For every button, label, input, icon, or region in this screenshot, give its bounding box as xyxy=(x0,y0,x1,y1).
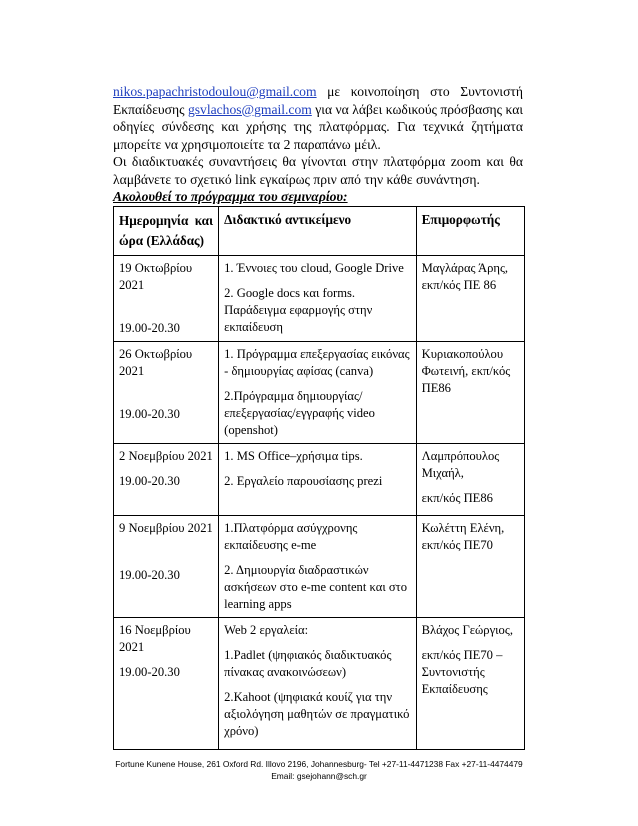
topic-item: 1.Πλατφόρμα ασύγχρονης εκπαίδευσης e-me xyxy=(224,521,358,552)
table-row xyxy=(114,618,525,750)
date-cell xyxy=(114,444,219,516)
trainer-name: Βλάχος Γεώργιος, xyxy=(421,623,513,637)
topic-item: 2.Kahoot (ψηφιακά κουίζ για την αξιολόγηση μαθητών σε πραγματικό χρόνο) xyxy=(224,690,410,738)
topic-cell xyxy=(219,342,416,444)
trainer-specialty: εκπ/κός ΠΕ86 xyxy=(421,491,493,505)
table-row xyxy=(114,516,525,618)
date: 16 Νοεμβρίου 2021 xyxy=(119,623,191,654)
page-footer xyxy=(0,758,638,782)
header-topic: Διδακτικό αντικείμενο xyxy=(219,207,416,256)
time: 19.00-20.30 xyxy=(119,568,180,582)
table-header-row xyxy=(114,207,525,256)
date-cell xyxy=(114,342,219,444)
program-title: Ακολουθεί το πρόγραμμα του σεμιναρίου: xyxy=(113,189,348,204)
header-date: Ημερομηνία και ώρα (Ελλάδας) xyxy=(114,207,219,256)
topic-item: 2. Google docs και forms. Παράδειγμα εφαρμογής στην εκπαίδευση xyxy=(224,286,373,334)
intro-text xyxy=(113,83,523,188)
trainer-cell xyxy=(416,618,524,750)
date: 19 Οκτωβρίου 2021 xyxy=(119,261,193,292)
date-cell xyxy=(114,516,219,618)
topic-item: 1. Πρόγραμμα επεξεργασίας εικόνας - δημιουργίας αφίσας (canva) xyxy=(224,347,410,378)
table-row xyxy=(114,342,525,444)
topic-item: 2. Δημιουργία διαδραστικών ασκήσεων στο e-me content και στο learning apps xyxy=(224,563,407,611)
trainer-cell: Μαγλάρας Άρης, εκπ/κός ΠΕ 86 xyxy=(416,256,524,342)
time: 19.00-20.30 xyxy=(119,407,180,421)
topic-cell xyxy=(219,256,416,342)
table-row xyxy=(114,256,525,342)
trainer-cell xyxy=(416,444,524,516)
topic-item: 1. MS Office–χρήσιμα tips. xyxy=(224,449,363,463)
seminar-schedule-table xyxy=(113,206,525,750)
email-link-papachristodoulou[interactable]: nikos.papachristodoulou@gmail.com xyxy=(113,84,317,99)
topic-item: 1. Έννοιες του cloud, Google Drive xyxy=(224,261,404,275)
topic-cell xyxy=(219,516,416,618)
date: 9 Νοεμβρίου 2021 xyxy=(119,521,213,535)
topic-cell xyxy=(219,618,416,750)
topic-heading: Web 2 εργαλεία: xyxy=(224,623,309,637)
time: 19.00-20.30 xyxy=(119,321,180,335)
topic-cell xyxy=(219,444,416,516)
trainer-specialty: εκπ/κός ΠΕ70 – Συντονιστής Εκπαίδευσης xyxy=(421,648,503,696)
date-cell xyxy=(114,256,219,342)
trainer-cell: Κυριακοπούλου Φωτεινή, εκπ/κός ΠΕ86 xyxy=(416,342,524,444)
footer-email: Email: gsejohann@sch.gr xyxy=(271,771,367,781)
email-link-gsvlachos[interactable]: gsvlachos@gmail.com xyxy=(187,101,312,117)
topic-item: 1.Padlet (ψηφιακός διαδικτυακός πίνακας ανακοινώσεων) xyxy=(224,648,392,679)
trainer-cell: Κωλέττη Ελένη, εκπ/κός ΠΕ70 xyxy=(416,516,524,618)
intro-text-part-2: για να λάβει κωδικούς πρόσβασης και οδηγίες σύνδεσης και χρήσης της πλατφόρμας. Για τεχνικά ζητήματα μπορείτε να χρησιμοποιείτε τα 2 παραπάνω μέιλ. xyxy=(113,101,523,152)
table-row xyxy=(114,444,525,516)
date: 2 Νοεμβρίου 2021 xyxy=(119,449,213,463)
date-cell xyxy=(114,618,219,750)
header-trainer: Επιμορφωτής xyxy=(416,207,524,256)
intro-paragraph-1 xyxy=(113,83,523,153)
topic-item: 2.Πρόγραμμα δημιουργίας/επεξεργασίας/εγγραφής video (openshot) xyxy=(224,389,375,437)
intro-text-part-1: με κοινοποίηση στο Συντονιστή Εκπαίδευσης xyxy=(113,84,523,117)
footer-address: Fortune Kunene House, 261 Oxford Rd. Illovo 2196, Johannesburg- Tel +27-11-4471238 Fax +27-11-4474479 xyxy=(115,759,523,769)
intro-paragraph-2: Οι διαδικτυακές συναντήσεις θα γίνονται στην πλατφόρμα zoom και θα λαμβάνετε το σχετικό link εγκαίρως πριν από την κάθε συνάντηση. xyxy=(113,154,523,187)
date: 26 Οκτωβρίου 2021 xyxy=(119,347,193,378)
topic-item: 2. Εργαλείο παρουσίασης prezi xyxy=(224,474,383,488)
time: 19.00-20.30 xyxy=(119,665,180,679)
trainer-name: Λαμπρόπουλος Μιχαήλ, xyxy=(421,449,500,480)
time: 19.00-20.30 xyxy=(119,474,180,488)
